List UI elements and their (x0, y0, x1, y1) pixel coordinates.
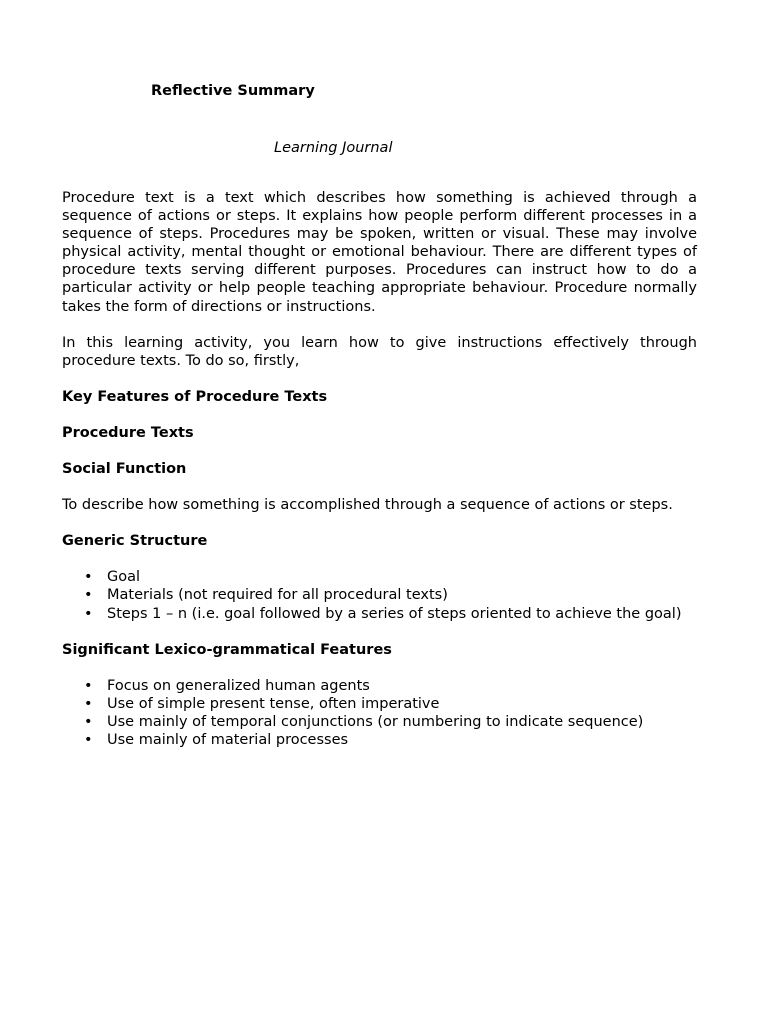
section-heading-social-function: Social Function (62, 461, 187, 478)
document-body (62, 189, 697, 749)
document-subtitle: Learning Journal (274, 140, 393, 156)
list-item: • Use mainly of material processes (107, 731, 697, 749)
list-item: • Goal (107, 568, 697, 586)
section-heading-generic-structure: Generic Structure (62, 533, 208, 550)
generic-structure-list (62, 568, 697, 622)
list-item: • Materials (not required for all procedural texts) (107, 586, 697, 604)
social-function-text: To describe how something is accomplished through a sequence of actions or steps. (62, 497, 673, 514)
list-item: • Steps 1 – n (i.e. goal followed by a series of steps oriented to achieve the goal) (107, 605, 697, 623)
intro-paragraph: Procedure text is a text which describes how something is achieved through a sequence of actions or steps. It explains how people perform different processes in a sequence of steps. Procedures may be spoken, written or visual. These may involve physical activity, mental thought or emotional behaviour. There are different types of procedure texts serving different purposes. Procedures can instruct how to do a particular activity or help people teaching appropriate behaviour. Procedure normally takes the form of directions or instructions. (62, 190, 697, 315)
section-heading-procedure-texts: Procedure Texts (62, 424, 194, 441)
lexico-features-list (62, 677, 697, 749)
list-item: • Use mainly of temporal conjunctions (or numbering to indicate sequence) (107, 713, 697, 731)
document-title: Reflective Summary (151, 83, 315, 99)
section-heading-key-features: Key Features of Procedure Texts (62, 388, 328, 405)
section-heading-lexico-grammatical: Significant Lexico-grammatical Features (62, 641, 392, 658)
intro-paragraph: In this learning activity, you learn how to give instructions effectively through procedure texts. To do so, firstly, (62, 334, 697, 369)
list-item: • Focus on generalized human agents (107, 677, 697, 695)
list-item: • Use of simple present tense, often imperative (107, 695, 697, 713)
